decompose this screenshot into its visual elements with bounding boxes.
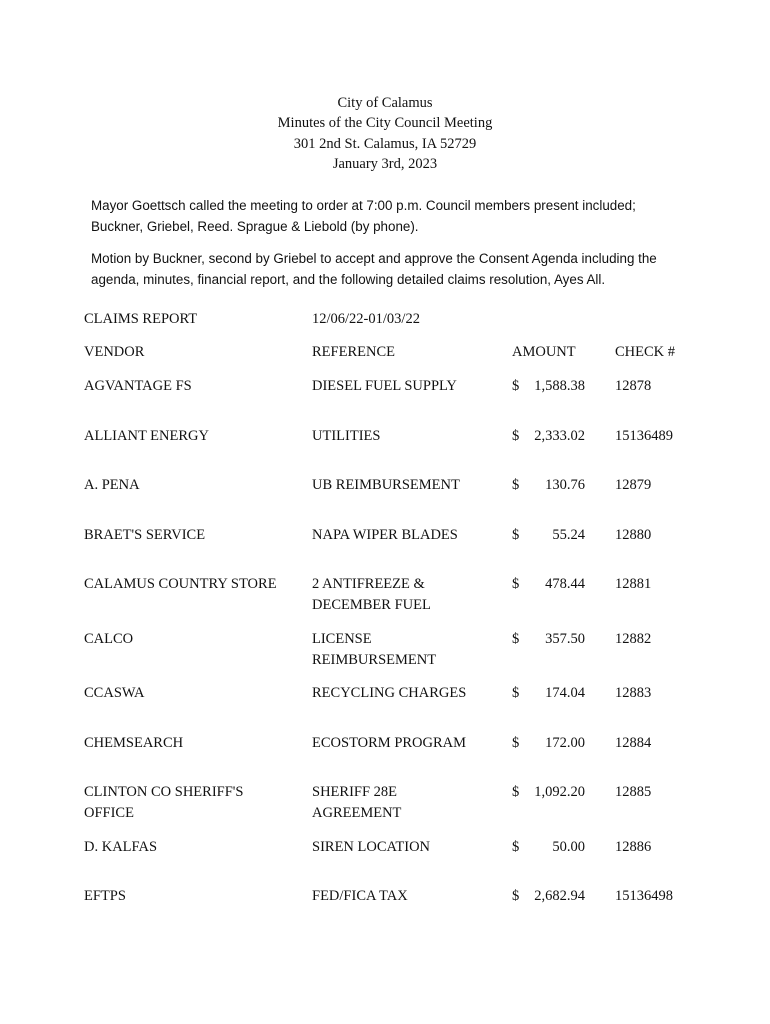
check-number-cell: 12884 xyxy=(615,735,652,751)
currency-symbol: $ xyxy=(512,576,520,592)
amount-cell: 2,682.94 xyxy=(534,888,585,904)
currency-symbol: $ xyxy=(512,378,520,394)
currency-symbol: $ xyxy=(512,631,520,647)
check-number-cell: 12881 xyxy=(615,576,652,592)
amount-cell: 55.24 xyxy=(552,527,585,543)
check-number-cell: 12878 xyxy=(615,378,652,394)
reference-cell: SIREN LOCATION xyxy=(312,839,431,855)
currency-symbol: $ xyxy=(512,527,520,543)
vendor-cell: AGVANTAGE FS xyxy=(84,378,192,394)
meeting-date: January 3rd, 2023 xyxy=(332,155,438,172)
amount-cell: 1,588.38 xyxy=(534,378,585,394)
city-name: City of Calamus xyxy=(337,95,433,111)
vendor-cell: CHEMSEARCH xyxy=(84,735,184,751)
check-number-cell: 12882 xyxy=(615,631,652,647)
check-number-cell: 15136498 xyxy=(615,888,673,904)
column-header-amount: AMOUNT xyxy=(512,344,576,360)
reference-cell: FED/FICA TAX xyxy=(312,888,408,904)
check-number-cell: 12880 xyxy=(615,527,652,543)
amount-cell: 357.50 xyxy=(545,631,585,647)
column-header-reference: REFERENCE xyxy=(312,344,395,360)
reference-cell: NAPA WIPER BLADES xyxy=(312,527,458,543)
check-number-cell: 12886 xyxy=(615,839,652,855)
vendor-cell: CALCO xyxy=(84,631,134,647)
vendor-cell: BRAET'S SERVICE xyxy=(84,527,206,543)
currency-symbol: $ xyxy=(512,428,520,444)
call-to-order-paragraph: Mayor Goettsch called the meeting to order at 7:00 p.m. Council members present included; Buckner, Griebel, Reed. Sprague & Liebold (by phone). xyxy=(91,198,636,234)
motion-paragraph: Motion by Buckner, second by Griebel to accept and approve the Consent Agenda including the agenda, minutes, financial report, and the following detailed claims resolution, Ayes All. xyxy=(91,251,657,287)
amount-cell: 50.00 xyxy=(552,839,585,855)
check-number-cell: 12883 xyxy=(615,685,652,701)
column-header-check: CHECK # xyxy=(615,344,676,360)
amount-cell: 478.44 xyxy=(545,576,585,592)
vendor-cell: CLINTON CO SHERIFF'S OFFICE xyxy=(84,784,244,821)
currency-symbol: $ xyxy=(512,888,520,904)
currency-symbol: $ xyxy=(512,839,520,855)
currency-symbol: $ xyxy=(512,685,520,701)
amount-cell: 130.76 xyxy=(545,477,585,493)
reference-cell: LICENSE REIMBURSEMENT xyxy=(312,631,437,668)
check-number-cell: 12885 xyxy=(615,784,652,800)
claims-period: 12/06/22-01/03/22 xyxy=(312,311,420,327)
reference-cell: ECOSTORM PROGRAM xyxy=(312,735,467,751)
amount-cell: 2,333.02 xyxy=(534,428,585,444)
reference-cell: SHERIFF 28E AGREEMENT xyxy=(312,784,402,821)
currency-symbol: $ xyxy=(512,784,520,800)
meeting-title: Minutes of the City Council Meeting xyxy=(277,115,493,132)
reference-cell: RECYCLING CHARGES xyxy=(312,685,467,701)
amount-cell: 1,092.20 xyxy=(534,784,585,800)
amount-cell: 174.04 xyxy=(545,685,585,701)
vendor-cell: EFTPS xyxy=(84,888,126,904)
check-number-cell: 15136489 xyxy=(615,428,673,444)
vendor-cell: A. PENA xyxy=(84,477,140,493)
reference-cell: 2 ANTIFREEZE & DECEMBER FUEL xyxy=(312,576,431,613)
vendor-cell: ALLIANT ENERGY xyxy=(84,428,209,444)
vendor-cell: D. KALFAS xyxy=(84,839,158,855)
currency-symbol: $ xyxy=(512,477,520,493)
document-header xyxy=(0,93,770,174)
reference-cell: DIESEL FUEL SUPPLY xyxy=(312,378,457,394)
claims-report-label: CLAIMS REPORT xyxy=(84,311,198,327)
currency-symbol: $ xyxy=(512,735,520,751)
column-header-vendor: VENDOR xyxy=(84,344,145,360)
reference-cell: UB REIMBURSEMENT xyxy=(312,477,460,493)
reference-cell: UTILITIES xyxy=(312,428,381,444)
vendor-cell: CALAMUS COUNTRY STORE xyxy=(84,576,277,592)
check-number-cell: 12879 xyxy=(615,477,652,493)
vendor-cell: CCASWA xyxy=(84,685,145,701)
meeting-address: 301 2nd St. Calamus, IA 52729 xyxy=(293,135,477,152)
amount-cell: 172.00 xyxy=(545,735,585,751)
